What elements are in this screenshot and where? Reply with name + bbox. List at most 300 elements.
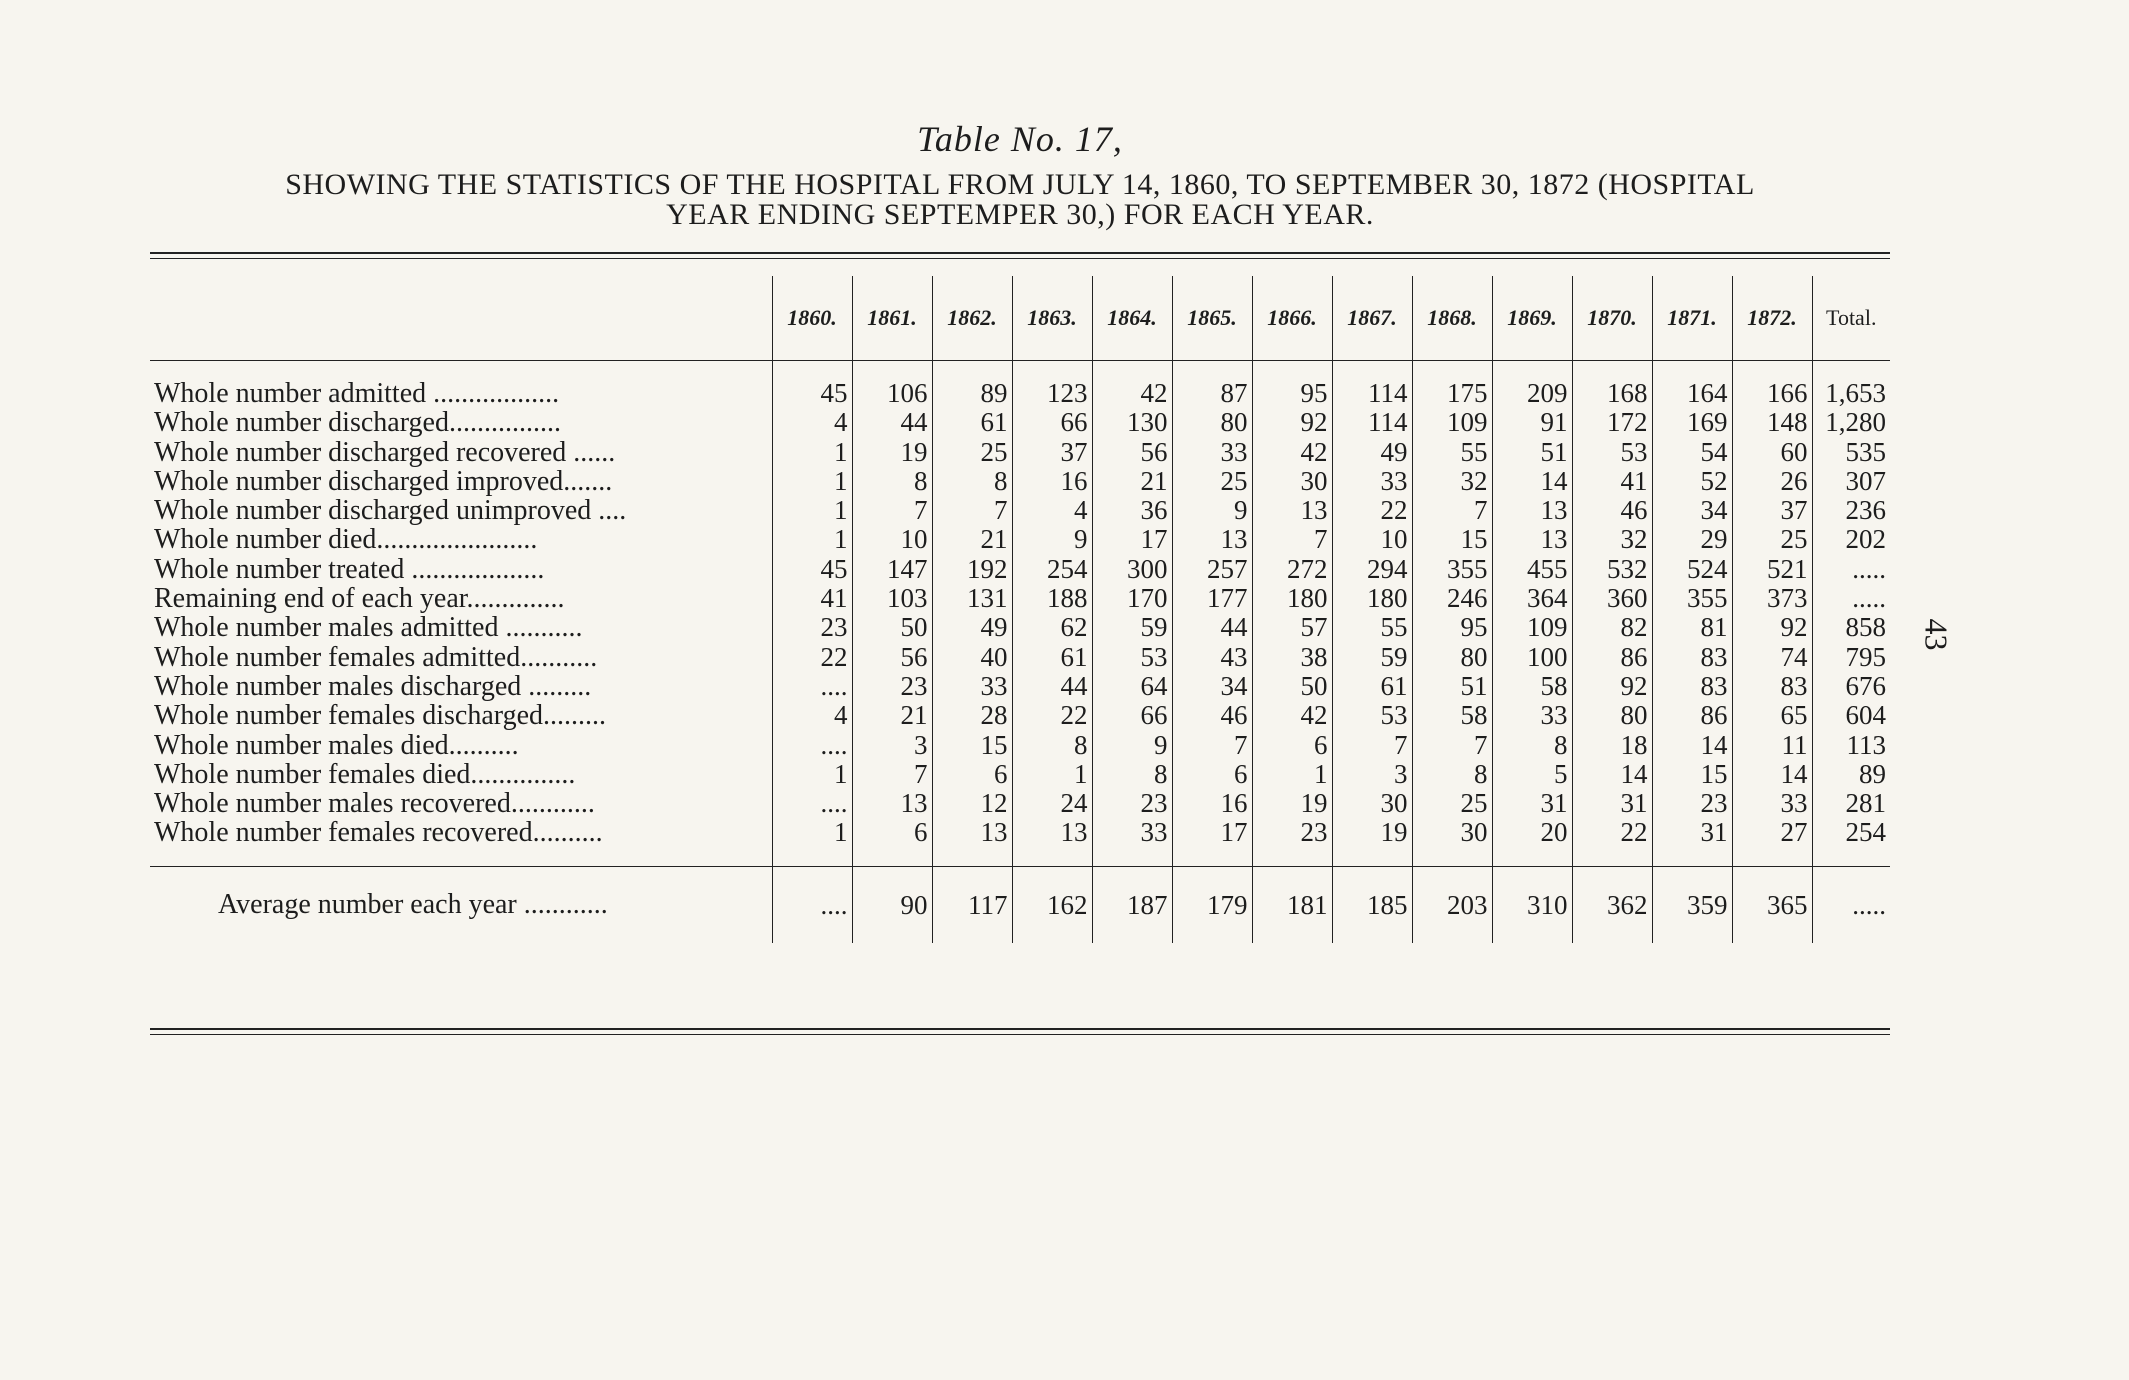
row-label: Whole number discharged improved....... — [154, 466, 613, 497]
year-value-cell: 9 — [1012, 525, 1092, 554]
year-value-cell: 37 — [1012, 438, 1092, 467]
year-value-cell: 18 — [1572, 731, 1652, 760]
year-value-cell: 355 — [1412, 555, 1492, 584]
average-value-cell: 162 — [1012, 866, 1092, 943]
year-value-cell: 42 — [1252, 701, 1332, 730]
year-value-cell: 19 — [1252, 789, 1332, 818]
year-value-cell: 168 — [1572, 379, 1652, 408]
year-value-cell: 6 — [1172, 760, 1252, 789]
year-value-cell: 27 — [1732, 818, 1812, 847]
year-value-cell: 24 — [1012, 789, 1092, 818]
subtitle-line-1: SHOWING THE STATISTICS OF THE HOSPITAL FROM JULY 14, 1860, TO SEPTEMBER 30, 1872 (HOSPITAL — [285, 168, 1755, 201]
average-value-cell: 187 — [1092, 866, 1172, 943]
year-value-cell: 1 — [772, 818, 852, 847]
year-value-cell: 106 — [852, 379, 932, 408]
year-header: 1861. — [852, 276, 932, 361]
year-value-cell: 164 — [1652, 379, 1732, 408]
average-value-cell: 179 — [1172, 866, 1252, 943]
year-value-cell: 3 — [1332, 760, 1412, 789]
row-label: Whole number discharged unimproved .... — [154, 496, 627, 526]
year-value-cell: 455 — [1492, 555, 1572, 584]
year-value-cell: 33 — [1732, 789, 1812, 818]
year-value-cell: 7 — [852, 496, 932, 525]
row-total-cell: 113 — [1812, 731, 1890, 760]
year-value-cell: 123 — [1012, 379, 1092, 408]
year-value-cell: 92 — [1572, 672, 1652, 701]
year-value-cell: 13 — [852, 789, 932, 818]
year-value-cell: 11 — [1732, 731, 1812, 760]
year-value-cell: 59 — [1092, 613, 1172, 642]
label-header — [150, 276, 772, 361]
year-value-cell: 12 — [932, 789, 1012, 818]
row-label: Whole number females admitted........... — [154, 642, 598, 672]
year-value-cell: 57 — [1252, 613, 1332, 642]
table-row — [150, 379, 1890, 408]
year-value-cell: 14 — [1732, 760, 1812, 789]
year-value-cell: 52 — [1652, 467, 1732, 496]
year-value-cell: 6 — [852, 818, 932, 847]
year-value-cell: 1 — [772, 438, 852, 467]
year-value-cell: 41 — [772, 584, 852, 613]
row-label: Whole number females died............... — [154, 759, 576, 790]
year-value-cell: 131 — [932, 584, 1012, 613]
year-value-cell: 51 — [1412, 672, 1492, 701]
year-value-cell: 22 — [1332, 496, 1412, 525]
year-value-cell: 25 — [1732, 525, 1812, 554]
year-value-cell: 21 — [932, 525, 1012, 554]
row-total-cell: 281 — [1812, 789, 1890, 818]
year-value-cell: 83 — [1652, 643, 1732, 672]
year-value-cell: 61 — [932, 408, 1012, 437]
year-value-cell: 13 — [932, 818, 1012, 847]
year-value-cell: 43 — [1172, 643, 1252, 672]
year-value-cell: 6 — [932, 760, 1012, 789]
year-value-cell: 20 — [1492, 818, 1572, 847]
year-value-cell: 8 — [1412, 760, 1492, 789]
year-header: 1868. — [1412, 276, 1492, 361]
year-value-cell: 22 — [772, 643, 852, 672]
year-value-cell: 33 — [932, 672, 1012, 701]
year-value-cell: 66 — [1092, 701, 1172, 730]
year-value-cell: 29 — [1652, 525, 1732, 554]
table-body — [150, 361, 1890, 943]
year-value-cell: 100 — [1492, 643, 1572, 672]
year-value-cell: 81 — [1652, 613, 1732, 642]
row-total-cell: 1,280 — [1812, 408, 1890, 437]
year-value-cell: 26 — [1732, 467, 1812, 496]
year-value-cell: 3 — [852, 731, 932, 760]
table-subtitle — [140, 170, 1900, 230]
year-value-cell: 42 — [1252, 438, 1332, 467]
year-value-cell: 25 — [1412, 789, 1492, 818]
year-value-cell: 175 — [1412, 379, 1492, 408]
year-value-cell: 109 — [1492, 613, 1572, 642]
year-value-cell: 61 — [1012, 643, 1092, 672]
year-value-cell: 7 — [932, 496, 1012, 525]
year-value-cell: 17 — [1172, 818, 1252, 847]
subtitle-line-2: YEAR ENDING SEPTEMPER 30,) FOR EACH YEAR. — [666, 198, 1374, 231]
year-value-cell: 4 — [772, 408, 852, 437]
row-label: Whole number treated ................... — [154, 554, 545, 585]
row-label: Whole number discharged................ — [154, 408, 561, 438]
year-value-cell: 44 — [1172, 613, 1252, 642]
row-total-cell: 236 — [1812, 496, 1890, 525]
year-header: 1867. — [1332, 276, 1412, 361]
year-value-cell: 44 — [1012, 672, 1092, 701]
row-label: Whole number died....................... — [154, 525, 538, 555]
year-value-cell: 114 — [1332, 408, 1412, 437]
year-value-cell: 364 — [1492, 584, 1572, 613]
year-value-cell: 64 — [1092, 672, 1172, 701]
table-row — [150, 467, 1890, 496]
year-value-cell: 61 — [1332, 672, 1412, 701]
year-value-cell: 95 — [1252, 379, 1332, 408]
year-value-cell: 114 — [1332, 379, 1412, 408]
year-value-cell: 272 — [1252, 555, 1332, 584]
year-value-cell: 37 — [1732, 496, 1812, 525]
row-label: Whole number males recovered............ — [154, 789, 595, 819]
year-value-cell: 58 — [1492, 672, 1572, 701]
year-value-cell: 360 — [1572, 584, 1652, 613]
year-value-cell: 17 — [1092, 525, 1172, 554]
year-value-cell: 16 — [1012, 467, 1092, 496]
year-value-cell: 5 — [1492, 760, 1572, 789]
year-value-cell: 23 — [1252, 818, 1332, 847]
average-value-cell: 90 — [852, 866, 932, 943]
year-value-cell: 31 — [1572, 789, 1652, 818]
year-value-cell: 31 — [1652, 818, 1732, 847]
row-total-cell: ..... — [1812, 555, 1890, 584]
header-row — [150, 276, 1890, 361]
year-value-cell: 209 — [1492, 379, 1572, 408]
year-value-cell: 30 — [1412, 818, 1492, 847]
year-value-cell: 166 — [1732, 379, 1812, 408]
year-value-cell: 50 — [1252, 672, 1332, 701]
table-row — [150, 818, 1890, 847]
bottom-rule — [150, 1028, 1890, 1030]
year-value-cell: 80 — [1172, 408, 1252, 437]
table-row — [150, 731, 1890, 760]
year-value-cell: 7 — [1252, 525, 1332, 554]
year-value-cell: 36 — [1092, 496, 1172, 525]
year-value-cell: 14 — [1652, 731, 1732, 760]
year-value-cell: 8 — [852, 467, 932, 496]
year-value-cell: 33 — [1332, 467, 1412, 496]
row-label: Whole number males admitted ........... — [154, 613, 583, 643]
year-header: 1870. — [1572, 276, 1652, 361]
year-value-cell: 15 — [1652, 760, 1732, 789]
year-header: 1865. — [1172, 276, 1252, 361]
year-value-cell: 23 — [1092, 789, 1172, 818]
average-row — [150, 866, 1890, 943]
year-value-cell: 532 — [1572, 555, 1652, 584]
year-value-cell: 65 — [1732, 701, 1812, 730]
row-total-cell: 254 — [1812, 818, 1890, 847]
year-value-cell: 19 — [1332, 818, 1412, 847]
year-value-cell: 9 — [1092, 731, 1172, 760]
year-value-cell: 56 — [1092, 438, 1172, 467]
year-value-cell: 50 — [852, 613, 932, 642]
spacer-row — [150, 848, 1890, 867]
year-value-cell: 13 — [1492, 525, 1572, 554]
year-value-cell: 38 — [1252, 643, 1332, 672]
year-header: 1862. — [932, 276, 1012, 361]
year-value-cell: 10 — [1332, 525, 1412, 554]
total-header: Total. — [1812, 276, 1890, 361]
year-value-cell: 92 — [1252, 408, 1332, 437]
year-value-cell: 373 — [1732, 584, 1812, 613]
year-value-cell: 42 — [1092, 379, 1172, 408]
year-value-cell: 14 — [1572, 760, 1652, 789]
year-value-cell: 22 — [1012, 701, 1092, 730]
table-row — [150, 789, 1890, 818]
year-value-cell: 4 — [1012, 496, 1092, 525]
year-value-cell: 58 — [1412, 701, 1492, 730]
year-value-cell: 148 — [1732, 408, 1812, 437]
year-value-cell: 53 — [1332, 701, 1412, 730]
row-total-cell: 202 — [1812, 525, 1890, 554]
year-value-cell: 521 — [1732, 555, 1812, 584]
row-label: Remaining end of each year.............. — [154, 584, 565, 614]
average-value-cell: ..... — [1812, 866, 1890, 943]
year-value-cell: 33 — [1172, 438, 1252, 467]
row-label: Whole number females discharged......... — [154, 701, 607, 731]
year-value-cell: 1 — [772, 467, 852, 496]
year-value-cell: 86 — [1572, 643, 1652, 672]
average-value-cell: 181 — [1252, 866, 1332, 943]
year-value-cell: 33 — [1092, 818, 1172, 847]
year-value-cell: 355 — [1652, 584, 1732, 613]
year-value-cell: 80 — [1412, 643, 1492, 672]
table-title: Table No. 17, — [917, 119, 1123, 159]
year-value-cell: 95 — [1412, 613, 1492, 642]
year-value-cell: 1 — [1252, 760, 1332, 789]
year-value-cell: 15 — [1412, 525, 1492, 554]
row-total-cell: 858 — [1812, 613, 1890, 642]
year-value-cell: 54 — [1652, 438, 1732, 467]
year-value-cell: 49 — [1332, 438, 1412, 467]
row-total-cell: 795 — [1812, 643, 1890, 672]
row-total-cell: 1,653 — [1812, 379, 1890, 408]
year-value-cell: 10 — [852, 525, 932, 554]
year-value-cell: 130 — [1092, 408, 1172, 437]
row-total-cell: 535 — [1812, 438, 1890, 467]
year-value-cell: 15 — [932, 731, 1012, 760]
average-value-cell: 185 — [1332, 866, 1412, 943]
year-value-cell: 7 — [852, 760, 932, 789]
year-value-cell: 21 — [852, 701, 932, 730]
row-total-cell: 604 — [1812, 701, 1890, 730]
year-value-cell: 34 — [1172, 672, 1252, 701]
year-value-cell: 1 — [772, 760, 852, 789]
row-label: Whole number females recovered.......... — [154, 818, 603, 848]
year-value-cell: 294 — [1332, 555, 1412, 584]
average-value-cell: 310 — [1492, 866, 1572, 943]
year-value-cell: 53 — [1572, 438, 1652, 467]
row-total-cell: 307 — [1812, 467, 1890, 496]
year-value-cell: 66 — [1012, 408, 1092, 437]
average-value-cell: 359 — [1652, 866, 1732, 943]
year-value-cell: 16 — [1172, 789, 1252, 818]
table-row — [150, 525, 1890, 554]
year-value-cell: 55 — [1412, 438, 1492, 467]
year-value-cell: 25 — [1172, 467, 1252, 496]
year-value-cell: 82 — [1572, 613, 1652, 642]
row-label: Whole number discharged recovered ...... — [154, 437, 616, 467]
year-value-cell: 23 — [852, 672, 932, 701]
year-value-cell: 8 — [1012, 731, 1092, 760]
year-header: 1863. — [1012, 276, 1092, 361]
year-header: 1864. — [1092, 276, 1172, 361]
year-header: 1866. — [1252, 276, 1332, 361]
row-label: Whole number admitted .................. — [154, 379, 560, 409]
year-value-cell: 41 — [1572, 467, 1652, 496]
year-value-cell: 74 — [1732, 643, 1812, 672]
year-value-cell: 103 — [852, 584, 932, 613]
year-value-cell: 13 — [1172, 525, 1252, 554]
year-value-cell: 23 — [772, 613, 852, 642]
page-number: 43 — [1918, 618, 1955, 651]
year-value-cell: 169 — [1652, 408, 1732, 437]
year-value-cell: 7 — [1172, 731, 1252, 760]
year-value-cell: 188 — [1012, 584, 1092, 613]
table-row — [150, 496, 1890, 525]
year-value-cell: 246 — [1412, 584, 1492, 613]
year-value-cell: 4 — [772, 701, 852, 730]
top-rule-thin — [150, 258, 1890, 259]
table-row — [150, 613, 1890, 642]
year-value-cell: 28 — [932, 701, 1012, 730]
year-value-cell: 21 — [1092, 467, 1172, 496]
row-label: Whole number males discharged ......... — [154, 671, 592, 702]
year-value-cell: 83 — [1652, 672, 1732, 701]
table-row — [150, 672, 1890, 701]
year-value-cell: 30 — [1252, 467, 1332, 496]
year-value-cell: 91 — [1492, 408, 1572, 437]
year-value-cell: 53 — [1092, 643, 1172, 672]
year-value-cell: 80 — [1572, 701, 1652, 730]
year-value-cell: 23 — [1652, 789, 1732, 818]
year-value-cell: 33 — [1492, 701, 1572, 730]
year-value-cell: 83 — [1732, 672, 1812, 701]
year-value-cell: 109 — [1412, 408, 1492, 437]
year-value-cell: .... — [772, 789, 852, 818]
year-value-cell: 30 — [1332, 789, 1412, 818]
year-value-cell: 56 — [852, 643, 932, 672]
year-value-cell: 180 — [1332, 584, 1412, 613]
row-total-cell: ..... — [1812, 584, 1890, 613]
year-value-cell: 92 — [1732, 613, 1812, 642]
year-value-cell: 180 — [1252, 584, 1332, 613]
year-value-cell: 1 — [1012, 760, 1092, 789]
average-value-cell: 362 — [1572, 866, 1652, 943]
row-total-cell: 676 — [1812, 672, 1890, 701]
spacer-row — [150, 361, 1890, 380]
year-value-cell: 14 — [1492, 467, 1572, 496]
average-value-cell: 365 — [1732, 866, 1812, 943]
average-value-cell: .... — [772, 866, 852, 943]
year-value-cell: 62 — [1012, 613, 1092, 642]
average-value-cell: 203 — [1412, 866, 1492, 943]
year-value-cell: 87 — [1172, 379, 1252, 408]
table-row — [150, 760, 1890, 789]
year-value-cell: 19 — [852, 438, 932, 467]
row-total-cell: 89 — [1812, 760, 1890, 789]
year-value-cell: 25 — [932, 438, 1012, 467]
year-header: 1860. — [772, 276, 852, 361]
year-value-cell: 45 — [772, 555, 852, 584]
year-value-cell: 6 — [1252, 731, 1332, 760]
table-row — [150, 408, 1890, 437]
average-value-cell: 117 — [932, 866, 1012, 943]
year-value-cell: 86 — [1652, 701, 1732, 730]
year-value-cell: 147 — [852, 555, 932, 584]
year-header: 1871. — [1652, 276, 1732, 361]
table-row — [150, 643, 1890, 672]
year-header: 1872. — [1732, 276, 1812, 361]
year-value-cell: 257 — [1172, 555, 1252, 584]
year-value-cell: 1 — [772, 496, 852, 525]
year-value-cell: 172 — [1572, 408, 1652, 437]
year-value-cell: 7 — [1332, 731, 1412, 760]
year-value-cell: 89 — [932, 379, 1012, 408]
year-value-cell: 34 — [1652, 496, 1732, 525]
bottom-rule-thin — [150, 1034, 1890, 1035]
year-value-cell: 8 — [1492, 731, 1572, 760]
year-header: 1869. — [1492, 276, 1572, 361]
year-value-cell: 46 — [1172, 701, 1252, 730]
year-value-cell: 55 — [1332, 613, 1412, 642]
year-value-cell: 254 — [1012, 555, 1092, 584]
year-value-cell: 31 — [1492, 789, 1572, 818]
table-row — [150, 584, 1890, 613]
year-value-cell: 524 — [1652, 555, 1732, 584]
year-value-cell: 44 — [852, 408, 932, 437]
table-row — [150, 555, 1890, 584]
table-row — [150, 438, 1890, 467]
year-value-cell: 9 — [1172, 496, 1252, 525]
year-value-cell: 8 — [1092, 760, 1172, 789]
year-value-cell: 13 — [1252, 496, 1332, 525]
year-value-cell: 7 — [1412, 496, 1492, 525]
row-label: Whole number males died.......... — [154, 730, 519, 760]
year-value-cell: 13 — [1012, 818, 1092, 847]
year-value-cell: 300 — [1092, 555, 1172, 584]
year-value-cell: 177 — [1172, 584, 1252, 613]
year-value-cell: 8 — [932, 467, 1012, 496]
year-value-cell: 46 — [1572, 496, 1652, 525]
table-row — [150, 701, 1890, 730]
year-value-cell: 13 — [1492, 496, 1572, 525]
year-value-cell: 22 — [1572, 818, 1652, 847]
top-rule — [150, 252, 1890, 254]
year-value-cell: .... — [772, 731, 852, 760]
year-value-cell: 49 — [932, 613, 1012, 642]
year-value-cell: 32 — [1572, 525, 1652, 554]
year-value-cell: 170 — [1092, 584, 1172, 613]
year-value-cell: 45 — [772, 379, 852, 408]
year-value-cell: 192 — [932, 555, 1012, 584]
statistics-table — [150, 276, 1890, 943]
year-value-cell: .... — [772, 672, 852, 701]
year-value-cell: 7 — [1412, 731, 1492, 760]
average-row-label: Average number each year ............ — [150, 866, 772, 943]
year-value-cell: 1 — [772, 525, 852, 554]
year-value-cell: 59 — [1332, 643, 1412, 672]
year-value-cell: 32 — [1412, 467, 1492, 496]
year-value-cell: 40 — [932, 643, 1012, 672]
year-value-cell: 51 — [1492, 438, 1572, 467]
